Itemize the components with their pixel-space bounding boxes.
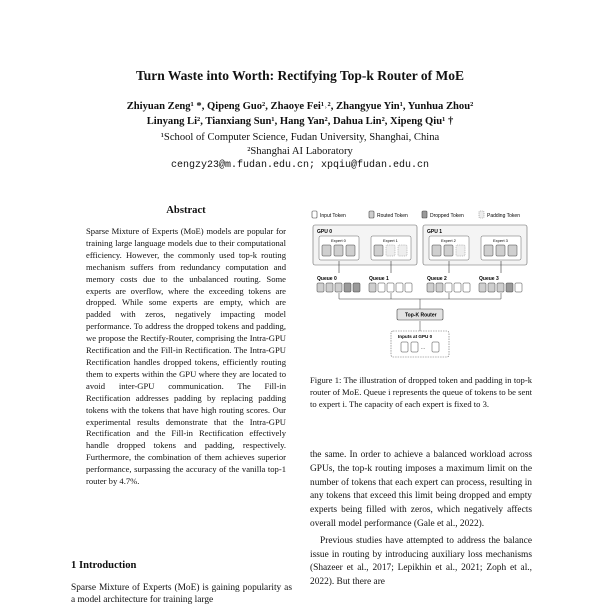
affiliation-1: ¹School of Computer Science, Fudan University, Shanghai, China bbox=[160, 132, 440, 143]
queue-3-label: Queue 3 bbox=[479, 276, 499, 282]
queue-2-tokens bbox=[427, 283, 470, 292]
queue-0-tokens bbox=[317, 283, 360, 292]
expert-1-label: Expert 1 bbox=[383, 238, 398, 243]
figure-caption: Figure 1: The illustration of dropped token and padding in top-k router of MoE. Queue i represents the queue of tokens to be sent to expert i. The capacity of each expert is fixed to 3. bbox=[310, 375, 532, 409]
authors-line-1: Zhiyuan Zeng¹ *, Qipeng Guo², Zhaoye Fei¹˒², Zhangyue Yin¹, Yunhua Zhou² bbox=[126, 101, 474, 112]
expert-2 bbox=[429, 236, 469, 260]
queue-2-label: Queue 2 bbox=[427, 276, 447, 282]
legend-input-label: Input Token bbox=[320, 213, 346, 219]
top-k-router-label: Top-K Router bbox=[405, 312, 437, 319]
abstract-text: Sparse Mixture of Experts (MoE) models are popular for training large language models due to their computational efficiency. However, the commonly used top-k routing mechanism suffers from redundancy computation and memory costs due to the unbalanced routing. Some experts are overflow, where the exceeding tokens are dropped. While some experts are empty, which are padded with zeros, negatively impacting model performance. To address the dropped tokens and padding, we propose the Rectify-Router, comprising the Intra-GPU Rectification and the Fill-in Rectification. The Intra-GPU Rectification handles dropped tokens, efficiently routing them to experts within the GPU where they are located to avoid inter-GPU communication. The Fill-in Rectification addresses padding by replacing padding tokens with the tokens that have high routing scores. Our experimental results demonstrate that the Intra-GPU Rectification and the Fill-in Rectification effectively handle dropped tokens and padding, respectively. Furthermore, the combination of them achieves superior performance, surpassing the accuracy of the vanilla top-1 router by 4.7%. bbox=[86, 226, 286, 487]
author-emails: cengzy23@m.fudan.edu.cn; xpqiu@fudan.edu.cn bbox=[170, 160, 430, 171]
legend-dropped-swatch bbox=[422, 211, 427, 218]
expert-3-label: Expert 3 bbox=[493, 238, 508, 243]
inputs-label: Inputs at GPU 0 bbox=[398, 334, 433, 339]
expert-2-label: Expert 2 bbox=[441, 238, 456, 243]
queue-1-tokens bbox=[369, 283, 412, 292]
right-paragraph-1: the same. In order to achieve a balanced workload across GPUs, the top-k routing imposes a maximum limit on the number of tokens that each expert can process, resulting in any tokens that exceed this limit being dropped and empty experts being filled with zeros, which negatively affects overall model performance (Gale et al., 2022). bbox=[310, 450, 532, 529]
legend-padding-swatch bbox=[479, 211, 484, 218]
queue-1-label: Queue 1 bbox=[369, 276, 389, 282]
expert-3 bbox=[481, 236, 521, 260]
figure-legend bbox=[312, 211, 520, 219]
right-column-text bbox=[310, 449, 532, 590]
legend-input-swatch bbox=[312, 211, 317, 218]
expert-1 bbox=[371, 236, 411, 260]
abstract-heading: Abstract bbox=[166, 205, 206, 216]
legend-padding-label: Padding Token bbox=[487, 213, 520, 219]
paper-title: Turn Waste into Worth: Rectifying Top-k Router of MoE bbox=[135, 68, 465, 83]
queue-3-tokens bbox=[479, 283, 522, 292]
legend-routed-label: Routed Token bbox=[377, 213, 408, 219]
moe-routing-figure bbox=[309, 207, 531, 367]
legend-routed-swatch bbox=[369, 211, 374, 218]
queue-0-label: Queue 0 bbox=[317, 276, 337, 282]
expert-0-label: Expert 0 bbox=[331, 238, 346, 243]
introduction-heading: 1 Introduction bbox=[71, 560, 137, 571]
expert-0 bbox=[319, 236, 359, 260]
introduction-text: Sparse Mixture of Experts (MoE) is gaining popularity as a model architecture for training large bbox=[71, 583, 292, 605]
gpu1-label: GPU 1 bbox=[427, 229, 443, 235]
affiliation-2: ²Shanghai AI Laboratory bbox=[247, 146, 353, 157]
router-to-queue-lines bbox=[339, 293, 501, 309]
gpu0-label: GPU 0 bbox=[317, 229, 333, 235]
input-ellipsis: … bbox=[420, 345, 426, 351]
legend-dropped-label: Dropped Token bbox=[430, 213, 464, 219]
right-paragraph-2: Previous studies have attempted to address the balance issue in routing by introducing auxiliary loss mechanisms (Shazeer et al., 2017; Lepikhin et al., 2021; Zoph et al., 2022). But there are bbox=[310, 535, 532, 588]
authors-line-2: Linyang Li², Tianxiang Sun¹, Hang Yan², Dahua Lin², Xipeng Qiu¹ † bbox=[146, 116, 454, 127]
